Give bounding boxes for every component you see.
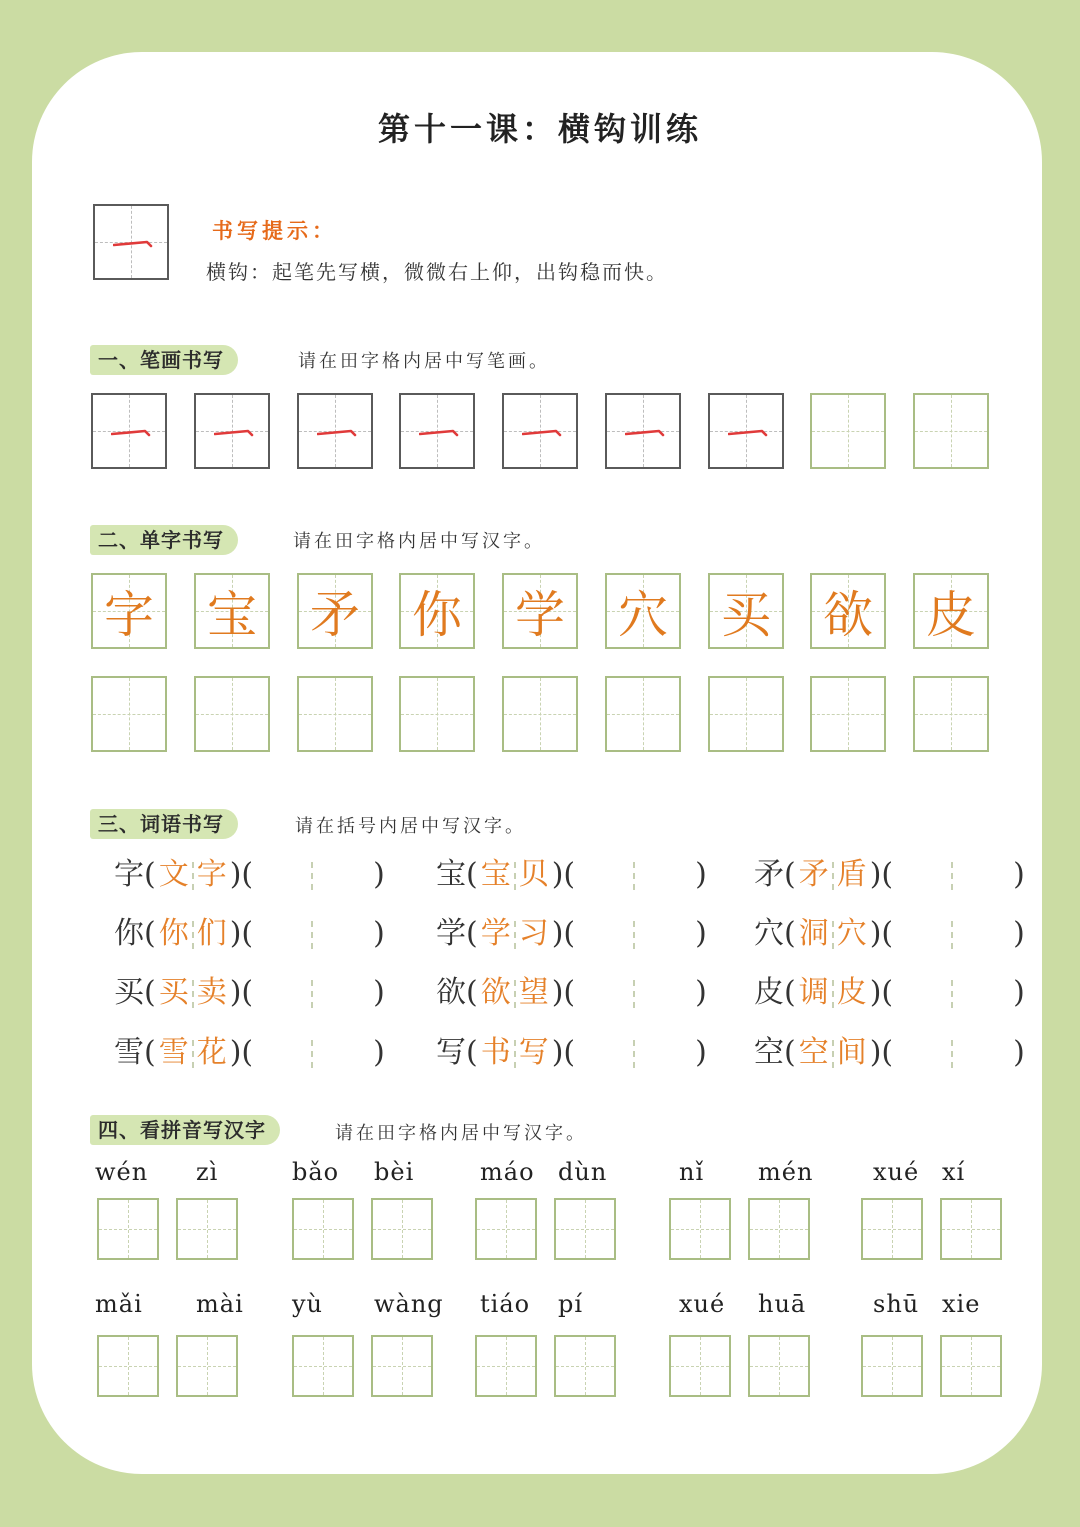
word-char-1: 宝 bbox=[480, 857, 511, 892]
section3-label: 三、词语书写 bbox=[90, 809, 238, 839]
word-group bbox=[754, 973, 1025, 1013]
pinyin-practice-cell[interactable] bbox=[861, 1198, 923, 1260]
open-paren: ( bbox=[466, 1035, 478, 1070]
model-char: 买 bbox=[721, 586, 771, 644]
word-group bbox=[754, 1033, 1025, 1073]
word-group bbox=[114, 1033, 385, 1073]
pinyin-practice-cell[interactable] bbox=[861, 1335, 923, 1397]
word-blank[interactable] bbox=[575, 862, 695, 890]
word-base-char: 空 bbox=[754, 1035, 784, 1070]
pinyin-label: huā bbox=[758, 1290, 807, 1318]
pinyin-practice-cell[interactable] bbox=[371, 1335, 433, 1397]
char-practice-cell[interactable] bbox=[913, 676, 989, 752]
close-paren: )( bbox=[229, 1035, 254, 1070]
char-model-cell bbox=[810, 573, 886, 649]
model-char: 穴 bbox=[618, 586, 668, 644]
open-paren: ( bbox=[466, 857, 478, 892]
hint-label: 书写提示： bbox=[212, 219, 337, 243]
stroke-practice-cell[interactable] bbox=[399, 393, 475, 469]
close-paren: )( bbox=[869, 857, 894, 892]
word-group bbox=[436, 855, 707, 895]
model-char: 欲 bbox=[823, 586, 873, 644]
model-char: 你 bbox=[412, 586, 462, 644]
pinyin-label: xué bbox=[873, 1158, 920, 1186]
close-paren: ) bbox=[695, 975, 707, 1010]
word-blank[interactable] bbox=[893, 1040, 1013, 1068]
hook-stroke-icon bbox=[419, 428, 459, 438]
close-paren: )( bbox=[551, 1035, 576, 1070]
word-base-char: 雪 bbox=[114, 1035, 144, 1070]
word-char-1: 你 bbox=[158, 916, 189, 951]
word-base-char: 穴 bbox=[754, 916, 784, 951]
word-blank[interactable] bbox=[253, 921, 373, 949]
close-paren: ) bbox=[1013, 1035, 1025, 1070]
pinyin-practice-cell[interactable] bbox=[292, 1335, 354, 1397]
pinyin-practice-cell[interactable] bbox=[940, 1335, 1002, 1397]
word-group bbox=[754, 855, 1025, 895]
word-group bbox=[436, 914, 707, 954]
pinyin-practice-cell[interactable] bbox=[940, 1198, 1002, 1260]
model-char: 学 bbox=[515, 586, 565, 644]
pinyin-label: yù bbox=[292, 1290, 324, 1318]
close-paren: ) bbox=[1013, 857, 1025, 892]
stroke-practice-cell[interactable] bbox=[810, 393, 886, 469]
word-char-2: 间 bbox=[836, 1035, 867, 1070]
pinyin-label: tiáo bbox=[480, 1290, 531, 1318]
hint-stroke-cell bbox=[93, 204, 169, 280]
hint-text: 横钩：起笔先写横，微微右上仰，出钩稳而快。 bbox=[206, 260, 668, 284]
word-blank[interactable] bbox=[575, 1040, 695, 1068]
close-paren: ) bbox=[695, 916, 707, 951]
close-paren: ) bbox=[373, 1035, 385, 1070]
pinyin-label: bèi bbox=[374, 1158, 415, 1186]
stroke-practice-cell[interactable] bbox=[91, 393, 167, 469]
char-practice-cell[interactable] bbox=[605, 676, 681, 752]
section3-instruction: 请在括号内居中写汉字。 bbox=[295, 816, 526, 837]
word-base-char: 你 bbox=[114, 916, 144, 951]
word-group bbox=[114, 973, 385, 1013]
open-paren: ( bbox=[144, 916, 156, 951]
dashed-divider bbox=[951, 862, 953, 890]
open-paren: ( bbox=[784, 1035, 796, 1070]
pinyin-practice-cell[interactable] bbox=[97, 1198, 159, 1260]
word-char-2: 皮 bbox=[836, 975, 867, 1010]
word-base-char: 写 bbox=[436, 1035, 466, 1070]
word-char-2: 们 bbox=[196, 916, 227, 951]
stroke-practice-cell[interactable] bbox=[297, 393, 373, 469]
word-base-char: 字 bbox=[114, 857, 144, 892]
word-blank[interactable] bbox=[575, 980, 695, 1008]
pinyin-label: pí bbox=[558, 1290, 584, 1318]
pinyin-label: máo bbox=[480, 1158, 535, 1186]
word-base-char: 欲 bbox=[436, 975, 466, 1010]
pinyin-practice-cell[interactable] bbox=[554, 1335, 616, 1397]
pinyin-label: shū bbox=[873, 1290, 920, 1318]
stroke-practice-cell[interactable] bbox=[194, 393, 270, 469]
char-model-cell bbox=[91, 573, 167, 649]
word-char-2: 盾 bbox=[836, 857, 867, 892]
pinyin-practice-cell[interactable] bbox=[371, 1198, 433, 1260]
pinyin-practice-cell[interactable] bbox=[669, 1198, 731, 1260]
word-base-char: 宝 bbox=[436, 857, 466, 892]
close-paren: )( bbox=[229, 857, 254, 892]
close-paren: )( bbox=[869, 975, 894, 1010]
model-char: 宝 bbox=[207, 586, 257, 644]
pinyin-label: dùn bbox=[558, 1158, 608, 1186]
word-char-2: 穴 bbox=[836, 916, 867, 951]
close-paren: )( bbox=[551, 975, 576, 1010]
pinyin-practice-cell[interactable] bbox=[97, 1335, 159, 1397]
word-blank[interactable] bbox=[893, 862, 1013, 890]
section4-label: 四、看拼音写汉字 bbox=[90, 1115, 280, 1145]
word-base-char: 矛 bbox=[754, 857, 784, 892]
word-base-char: 买 bbox=[114, 975, 144, 1010]
word-char-1: 雪 bbox=[158, 1035, 189, 1070]
dashed-divider bbox=[311, 980, 313, 1008]
char-model-cell bbox=[605, 573, 681, 649]
open-paren: ( bbox=[466, 916, 478, 951]
pinyin-practice-cell[interactable] bbox=[475, 1335, 537, 1397]
pinyin-label: xué bbox=[679, 1290, 726, 1318]
word-base-char: 皮 bbox=[754, 975, 784, 1010]
open-paren: ( bbox=[144, 1035, 156, 1070]
hook-stroke-icon bbox=[113, 239, 153, 249]
char-practice-cell[interactable] bbox=[194, 676, 270, 752]
char-model-cell bbox=[913, 573, 989, 649]
hook-stroke-icon bbox=[522, 428, 562, 438]
char-model-cell bbox=[297, 573, 373, 649]
word-char-2: 花 bbox=[196, 1035, 227, 1070]
stroke-practice-cell[interactable] bbox=[708, 393, 784, 469]
pinyin-label: xí bbox=[942, 1158, 966, 1186]
word-char-2: 贝 bbox=[518, 857, 549, 892]
close-paren: ) bbox=[695, 1035, 707, 1070]
pinyin-label: wén bbox=[95, 1158, 149, 1186]
stroke-practice-cell[interactable] bbox=[502, 393, 578, 469]
pinyin-practice-cell[interactable] bbox=[176, 1198, 238, 1260]
word-group bbox=[114, 855, 385, 895]
char-model-cell bbox=[194, 573, 270, 649]
word-char-2: 望 bbox=[518, 975, 549, 1010]
char-practice-cell[interactable] bbox=[708, 676, 784, 752]
pinyin-label: nǐ bbox=[679, 1158, 705, 1186]
hook-stroke-icon bbox=[728, 428, 768, 438]
close-paren: ) bbox=[695, 857, 707, 892]
char-practice-cell[interactable] bbox=[399, 676, 475, 752]
pinyin-label: wàng bbox=[374, 1290, 444, 1318]
close-paren: )( bbox=[229, 916, 254, 951]
hook-stroke-icon bbox=[317, 428, 357, 438]
word-group bbox=[754, 914, 1025, 954]
pinyin-label: zì bbox=[196, 1158, 219, 1186]
word-char-1: 文 bbox=[158, 857, 189, 892]
dashed-divider bbox=[311, 862, 313, 890]
word-group bbox=[436, 973, 707, 1013]
stroke-practice-cell[interactable] bbox=[913, 393, 989, 469]
model-char: 字 bbox=[104, 586, 154, 644]
section4-instruction: 请在田字格内居中写汉字。 bbox=[335, 1123, 587, 1144]
word-char-1: 欲 bbox=[480, 975, 511, 1010]
page-title: 第十一课：横钩训练 bbox=[377, 110, 702, 148]
word-blank[interactable] bbox=[253, 1040, 373, 1068]
close-paren: ) bbox=[373, 975, 385, 1010]
pinyin-practice-cell[interactable] bbox=[475, 1198, 537, 1260]
pinyin-practice-cell[interactable] bbox=[292, 1198, 354, 1260]
open-paren: ( bbox=[784, 916, 796, 951]
dashed-divider bbox=[311, 921, 313, 949]
word-char-1: 洞 bbox=[798, 916, 829, 951]
hook-stroke-icon bbox=[625, 428, 665, 438]
pinyin-label: mài bbox=[196, 1290, 244, 1318]
word-char-1: 调 bbox=[798, 975, 829, 1010]
dashed-divider bbox=[311, 1040, 313, 1068]
pinyin-practice-cell[interactable] bbox=[669, 1335, 731, 1397]
pinyin-practice-cell[interactable] bbox=[554, 1198, 616, 1260]
dashed-divider bbox=[633, 980, 635, 1008]
word-char-1: 学 bbox=[480, 916, 511, 951]
word-char-2: 字 bbox=[196, 857, 227, 892]
char-practice-cell[interactable] bbox=[297, 676, 373, 752]
close-paren: ) bbox=[1013, 916, 1025, 951]
open-paren: ( bbox=[784, 857, 796, 892]
open-paren: ( bbox=[144, 975, 156, 1010]
word-char-1: 矛 bbox=[798, 857, 829, 892]
dashed-divider bbox=[951, 980, 953, 1008]
pinyin-label: xie bbox=[942, 1290, 981, 1318]
word-char-1: 空 bbox=[798, 1035, 829, 1070]
section2-label: 二、单字书写 bbox=[90, 525, 238, 555]
word-char-1: 买 bbox=[158, 975, 189, 1010]
section2-instruction: 请在田字格内居中写汉字。 bbox=[293, 531, 545, 552]
char-practice-cell[interactable] bbox=[502, 676, 578, 752]
word-base-char: 学 bbox=[436, 916, 466, 951]
pinyin-label: bǎo bbox=[292, 1158, 340, 1186]
hook-stroke-icon bbox=[214, 428, 254, 438]
word-blank[interactable] bbox=[893, 921, 1013, 949]
dashed-divider bbox=[951, 921, 953, 949]
word-blank[interactable] bbox=[253, 980, 373, 1008]
close-paren: )( bbox=[551, 916, 576, 951]
dashed-divider bbox=[633, 921, 635, 949]
hook-stroke-icon bbox=[111, 428, 151, 438]
close-paren: ) bbox=[373, 916, 385, 951]
word-char-2: 卖 bbox=[196, 975, 227, 1010]
model-char: 皮 bbox=[926, 586, 976, 644]
close-paren: )( bbox=[229, 975, 254, 1010]
pinyin-practice-cell[interactable] bbox=[176, 1335, 238, 1397]
close-paren: )( bbox=[551, 857, 576, 892]
word-group bbox=[114, 914, 385, 954]
close-paren: )( bbox=[869, 916, 894, 951]
open-paren: ( bbox=[144, 857, 156, 892]
section1-label: 一、笔画书写 bbox=[90, 345, 238, 375]
close-paren: )( bbox=[869, 1035, 894, 1070]
char-model-cell bbox=[708, 573, 784, 649]
close-paren: ) bbox=[1013, 975, 1025, 1010]
model-char: 矛 bbox=[310, 586, 360, 644]
dashed-divider bbox=[633, 1040, 635, 1068]
char-model-cell bbox=[502, 573, 578, 649]
section1-instruction: 请在田字格内居中写笔画。 bbox=[298, 351, 550, 372]
word-blank[interactable] bbox=[253, 862, 373, 890]
word-char-1: 书 bbox=[480, 1035, 511, 1070]
close-paren: ) bbox=[373, 857, 385, 892]
word-char-2: 写 bbox=[518, 1035, 549, 1070]
pinyin-practice-cell[interactable] bbox=[748, 1198, 810, 1260]
pinyin-label: mǎi bbox=[95, 1290, 143, 1318]
dashed-divider bbox=[633, 862, 635, 890]
open-paren: ( bbox=[784, 975, 796, 1010]
open-paren: ( bbox=[466, 975, 478, 1010]
word-blank[interactable] bbox=[575, 921, 695, 949]
word-blank[interactable] bbox=[893, 980, 1013, 1008]
char-model-cell bbox=[399, 573, 475, 649]
pinyin-label: mén bbox=[758, 1158, 814, 1186]
char-practice-cell[interactable] bbox=[91, 676, 167, 752]
stroke-practice-cell[interactable] bbox=[605, 393, 681, 469]
pinyin-practice-cell[interactable] bbox=[748, 1335, 810, 1397]
char-practice-cell[interactable] bbox=[810, 676, 886, 752]
word-group bbox=[436, 1033, 707, 1073]
dashed-divider bbox=[951, 1040, 953, 1068]
word-char-2: 习 bbox=[518, 916, 549, 951]
